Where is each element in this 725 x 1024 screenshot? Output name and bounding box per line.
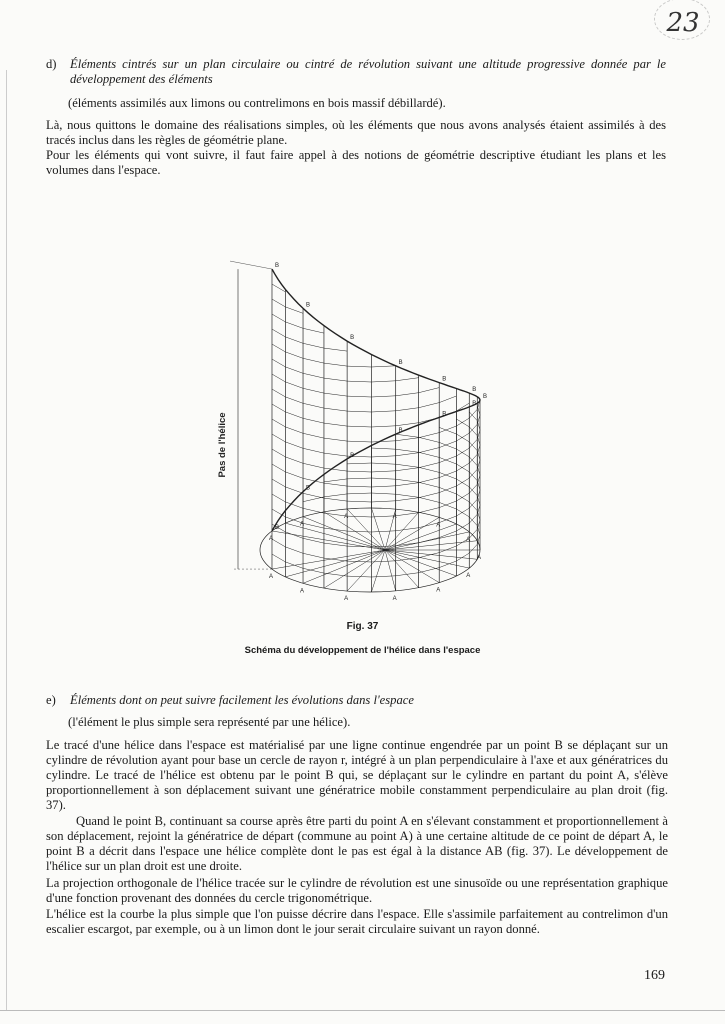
base-radius-line: [272, 531, 385, 550]
point-label-a: A: [300, 521, 305, 528]
point-label-a: A: [392, 514, 397, 521]
base-radius-line: [324, 550, 385, 588]
point-label-b: B: [483, 394, 488, 400]
section-d-label: d): [46, 57, 57, 71]
point-label-b: B: [442, 376, 447, 383]
point-label-a: A: [466, 536, 471, 543]
point-label-a: A: [344, 513, 349, 520]
section-e-title: Éléments dont on peut suivre facilement les évolutions dans l'espace: [70, 693, 414, 707]
height-ring: [272, 374, 439, 397]
point-label-a: A: [436, 522, 441, 529]
pitch-extension-top: [230, 261, 272, 269]
base-radius-line: [347, 509, 385, 550]
point-label-b: B: [350, 452, 355, 459]
height-ring: [272, 314, 324, 333]
point-label-a: A: [392, 595, 397, 602]
point-label-a: A: [477, 555, 482, 561]
point-label-b: B: [350, 335, 355, 342]
point-label-b: B: [398, 428, 403, 435]
section-e-label: e): [46, 693, 56, 707]
height-ring: [272, 329, 347, 351]
helix-figure: [200, 220, 500, 610]
base-radius-line: [371, 550, 385, 592]
base-radius-line: [303, 517, 385, 550]
point-label-b: B: [472, 387, 477, 394]
page-number: 169: [644, 968, 665, 983]
section-e-paragraph-4: L'hélice est la courbe la plus simple que l'on puisse décrire dans l'espace. Elle s'assimile parfaitement au contrelimon d'un escalier escargot, par exemple, ou à un limon dont le jour serait circulaire suivant un rayon donné.: [46, 907, 668, 936]
base-radius-line: [347, 550, 385, 591]
base-radius-line: [385, 550, 439, 583]
section-d-paragraph-1: Là, nous quittons le domaine des réalisations simples, où les éléments que nous avons analysés étaient assimilés à des tracés inclus dans les règles de géométrie plane.: [46, 118, 666, 147]
height-ring: [272, 344, 396, 367]
section-d-title: Éléments cintrés sur un plan circulaire ou cintré de révolution suivant une altitude progressive donnée par le développement des éléments: [70, 57, 666, 86]
point-label-b: B: [306, 485, 311, 492]
section-d-paragraph-2: Pour les éléments qui vont suivre, il faut faire appel à des notions de géométrie descriptive étudiant les plans et les volumes dans l'espace.: [46, 148, 666, 177]
section-d-note: (éléments assimilés aux limons ou contrelimons en bois massif débillardé).: [68, 96, 446, 110]
left-margin-rule: [6, 70, 7, 1010]
height-ring: [272, 284, 285, 292]
base-radius-line: [272, 550, 385, 569]
figure-axis-label: Pas de l'hélice: [217, 412, 228, 478]
point-label-a: A: [466, 573, 471, 580]
base-radius-line: [385, 517, 439, 550]
point-label-a: A: [344, 596, 349, 603]
section-e-paragraph-3: La projection orthogonale de l'hélice tracée sur le cylindre de révolution est une sinusoïde ou une représentation graphique d'une fonction provenant des données du cercle trigonométrique.: [46, 876, 668, 905]
point-label-b: B: [472, 400, 477, 407]
point-label-b: B: [274, 524, 280, 531]
section-e-paragraph-1: Le tracé d'une hélice dans l'espace est matérialisé par une ligne continue engendrée par un point B se déplaçant sur un cylindre de révolution ayant pour base un cercle de rayon r, intégré à un plan perpendiculaire à l'axe et aux génératrices du cylindre. Le tracé de l'hélice est obtenu par le point B qui, se déplaçant sur le cylindre en partant du point A, s'élève proportionnellement à son déplacement suivant une génératrice mobile constamment perpendiculaire au plan droit (fig. 37).: [46, 738, 668, 812]
height-ring: [272, 299, 303, 313]
point-label-a: A: [300, 588, 305, 595]
point-label-a: A: [268, 574, 274, 581]
point-label-a: A: [268, 535, 274, 542]
point-label-b: B: [442, 411, 447, 418]
base-radius-line: [371, 508, 385, 550]
height-ring: [272, 389, 456, 412]
point-label-b: B: [274, 263, 280, 270]
point-label-b: B: [306, 302, 311, 309]
base-radius-line: [285, 550, 385, 577]
point-label-b: B: [398, 359, 403, 366]
bottom-rule: [0, 1010, 725, 1011]
figure-caption: Schéma du développement de l'hélice dans l'espace: [244, 645, 481, 656]
section-e-paragraph-2: Quand le point B, continuant sa course après être parti du point A en s'élevant constamment et proportionnellement à son déplacement, rejoint la génératrice de départ (commune au point A) à une certaine altitude de ce point de départ A, le point B a décrit dans l'espace une hélice complète dont le pas est égal à la distance AB (fig. 37). Le développement de l'hélice sur un plan droit est une droite.: [46, 814, 668, 873]
base-radius-line: [303, 550, 385, 583]
point-label-a: A: [436, 587, 441, 594]
height-ring: [272, 403, 469, 427]
section-e-note: (l'élément le plus simple sera représenté par une hélice).: [68, 715, 351, 729]
height-ring: [272, 359, 419, 382]
figure-number: Fig. 37: [346, 621, 379, 632]
handwritten-page-mark: 23: [660, 4, 706, 42]
